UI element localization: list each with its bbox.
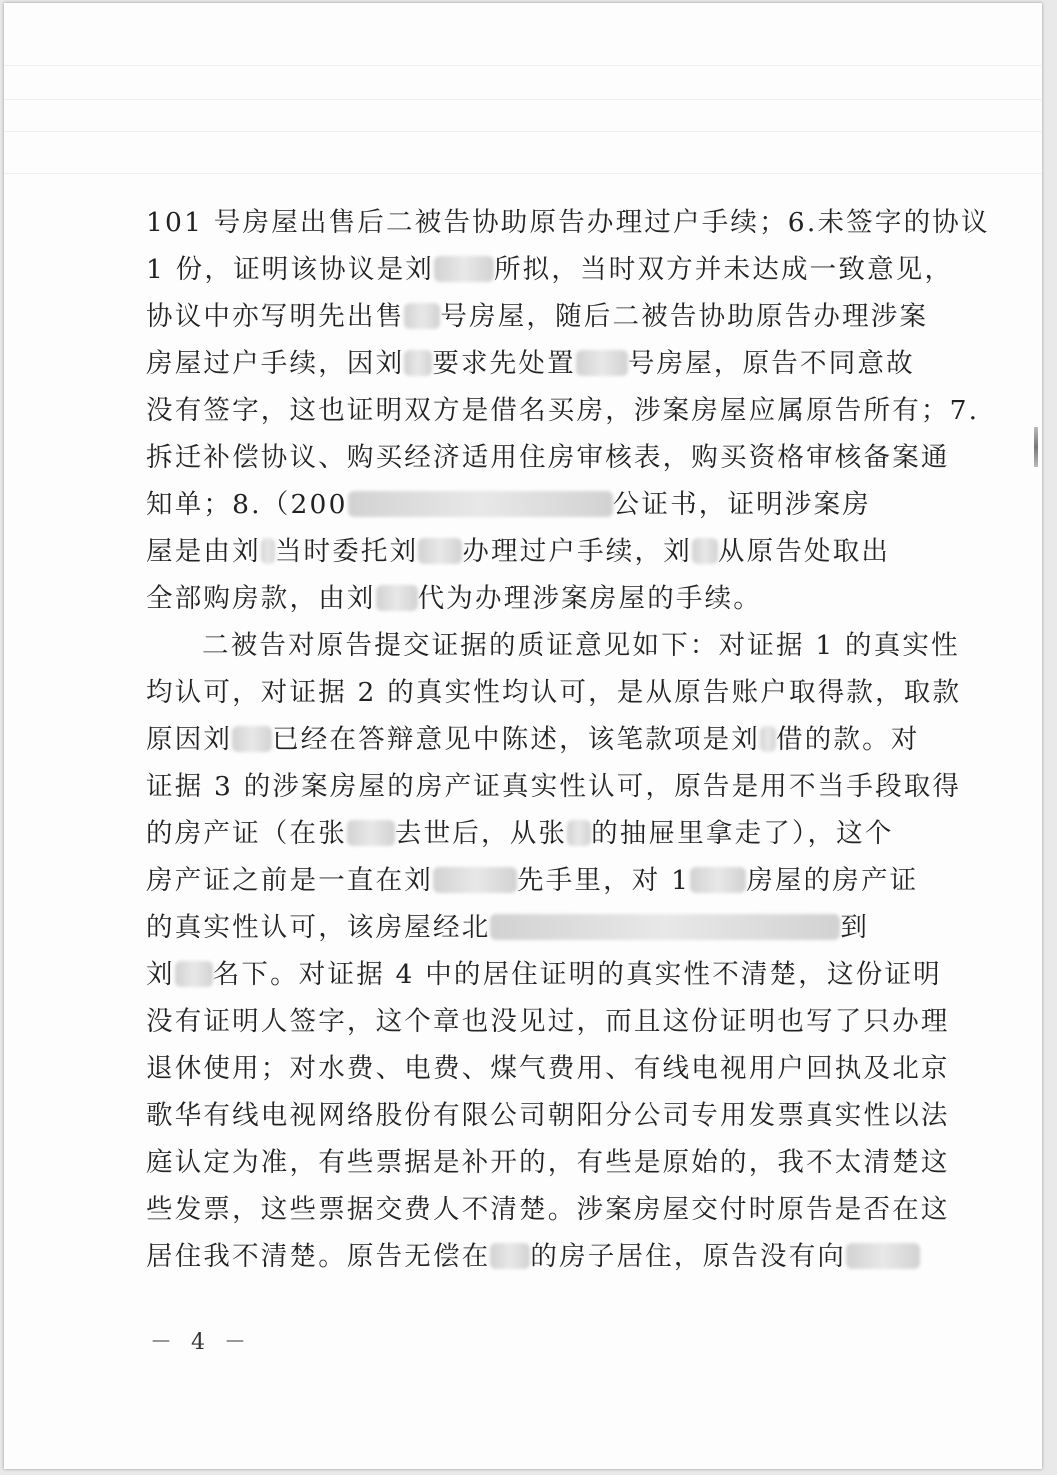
redaction-blur [232, 726, 272, 752]
text-line: 的真实性认可，该房屋经北 到 [146, 912, 870, 943]
text-line: 没有签字，这也证明双方是借名买房，涉案房屋应属原告所有；7. [146, 395, 980, 426]
redaction-blur [404, 303, 440, 329]
redaction-blur [576, 350, 628, 376]
document-body [146, 199, 990, 1280]
text-line: 二被告对原告提交证据的质证意见如下：对证据 1 的真实性 [202, 630, 960, 661]
redaction-blur [404, 350, 432, 376]
redaction-blur [490, 1243, 530, 1269]
text-line: 没有证明人签字，这个章也没见过，而且这份证明也写了只办理 [146, 1006, 950, 1037]
text-line: 退休使用；对水费、电费、煤气费用、有线电视用户回执及北京 [146, 1053, 950, 1084]
page-number: － 4 － [150, 1330, 252, 1355]
document-page [4, 3, 1042, 1469]
text-line: 屋是由刘 当时委托刘 办理过户手续，刘 从原告处取出 [146, 536, 891, 567]
redaction-blur [692, 538, 718, 564]
redaction-blur [347, 820, 395, 846]
text-line: 房产证之前是一直在刘 先手里，对 1 房屋的房产证 [146, 865, 919, 896]
redaction-blur [348, 491, 613, 517]
text-line: 证据 3 的涉案房屋的房产证真实性认可，原告是用不当手段取得 [146, 771, 962, 802]
text-line: 居住我不清楚。原告无偿在 的房子居住，原告没有向 [146, 1233, 874, 1280]
redaction-blur [490, 914, 840, 940]
text-line: 庭认定为准，有些票据是补开的，有些是原始的，我不太清楚这 [146, 1147, 950, 1178]
scan-edge-mark [1034, 427, 1038, 467]
text-line: 些发票，这些票据交费人不清楚。涉案房屋交付时原告是否在这 [146, 1194, 950, 1225]
redaction-blur [567, 820, 591, 846]
redaction-blur [261, 538, 275, 564]
text-line: 1 份，证明该协议是刘 所拟，当时双方并未达成一致意见， [146, 254, 954, 285]
redaction-blur [690, 867, 746, 893]
text-line: 拆迁补偿协议、购买经济适用住房审核表，购买资格审核备案通 [146, 442, 950, 473]
text-line: 的房产证（在张 去世后，从张 的抽屉里拿走了），这个 [146, 818, 894, 849]
text-line: 协议中亦写明先出售 号房屋，随后二被告协助原告办理涉案 [146, 301, 929, 332]
text-line: 全部购房款，由刘 代为办理涉案房屋的手续。 [146, 583, 763, 614]
redaction-blur [433, 867, 517, 893]
redaction-blur [175, 961, 213, 987]
text-line: 知单；8.（200 公证书，证明涉案房 [146, 489, 871, 520]
redaction-blur [760, 726, 776, 752]
text-line: 刘 名下。对证据 4 中的居住证明的真实性不清楚，这份证明 [146, 959, 942, 990]
text-line: 均认可，对证据 2 的真实性均认可，是从原告账户取得款，取款 [146, 677, 962, 708]
redaction-blur [846, 1243, 920, 1269]
text-line: 房屋过户手续，因刘 要求先处置 号房屋，原告不同意故 [146, 348, 915, 379]
redaction-blur [376, 585, 418, 611]
text-line: 101 号房屋出售后二被告协助原告办理过户手续；6.未签字的协议 [146, 207, 990, 238]
text-line: 歌华有线电视网络股份有限公司朝阳分公司专用发票真实性以法 [146, 1100, 950, 1131]
text-line: 原因刘 已经在答辩意见中陈述，该笔款项是刘 借的款。对 [146, 724, 920, 755]
redaction-blur [434, 256, 494, 282]
redaction-blur [418, 538, 462, 564]
